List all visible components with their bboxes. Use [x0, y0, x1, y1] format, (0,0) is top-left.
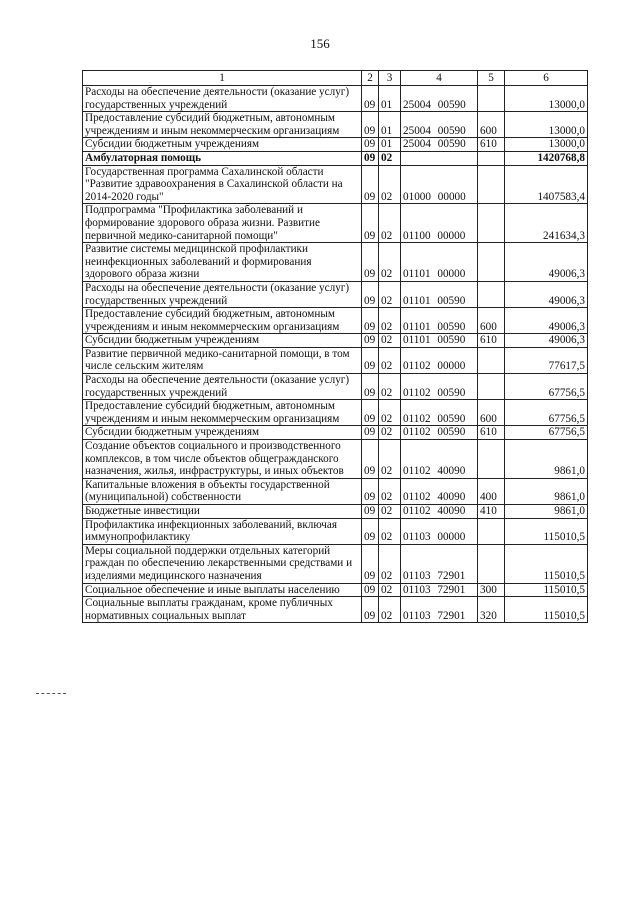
- header-cell-section: 2: [362, 71, 379, 86]
- row-target-article-cell: 01103 72901: [401, 544, 478, 583]
- table-row: [83, 518, 588, 544]
- row-expense-type-cell: [478, 86, 505, 112]
- row-section-cell: 09: [362, 440, 379, 479]
- row-amount-cell: 9861,0: [505, 505, 588, 519]
- row-expense-type-cell: 610: [478, 426, 505, 440]
- table-body: [83, 86, 588, 623]
- row-subsection-cell: 02: [379, 308, 401, 334]
- row-amount-cell: 49006,3: [505, 308, 588, 334]
- row-subsection-cell: 02: [379, 518, 401, 544]
- table-row: [83, 151, 588, 165]
- row-target-article-cell: 01102 00590: [401, 400, 478, 426]
- row-subsection-cell: 02: [379, 204, 401, 243]
- row-expense-type-cell: [478, 281, 505, 307]
- row-name-cell: Государственная программа Сахалинской области "Развитие здравоохранения в Сахалинской области на 2014-2020 годы": [83, 165, 362, 204]
- row-target-article-cell: 25004 00590: [401, 112, 478, 138]
- table-row: [83, 426, 588, 440]
- row-name-cell: Создание объектов социального и производственного комплексов, в том числе объектов общегражданского назначения, жилья, инфраструктуры, и иных объектов: [83, 440, 362, 479]
- row-subsection-cell: 02: [379, 426, 401, 440]
- header-row: [83, 71, 588, 86]
- row-amount-cell: 1420768,8: [505, 151, 588, 165]
- row-section-cell: 09: [362, 151, 379, 165]
- row-section-cell: 09: [362, 505, 379, 519]
- row-target-article-cell: 01102 00590: [401, 374, 478, 400]
- row-expense-type-cell: 600: [478, 112, 505, 138]
- row-target-article-cell: [401, 151, 478, 165]
- row-name-cell: Расходы на обеспечение деятельности (оказание услуг) государственных учреждений: [83, 374, 362, 400]
- row-target-article-cell: 01102 00590: [401, 426, 478, 440]
- row-expense-type-cell: [478, 151, 505, 165]
- header-cell-amount: 6: [505, 71, 588, 86]
- row-name-cell: Социальное обеспечение и иные выплаты населению: [83, 583, 362, 597]
- row-expense-type-cell: 410: [478, 505, 505, 519]
- row-name-cell: Предоставление субсидий бюджетным, автономным учреждениям и иным некоммерческим организациям: [83, 308, 362, 334]
- row-name-cell: Социальные выплаты гражданам, кроме публичных нормативных социальных выплат: [83, 597, 362, 623]
- row-name-cell: Капитальные вложения в объекты государственной (муниципальной) собственности: [83, 478, 362, 504]
- row-subsection-cell: 02: [379, 505, 401, 519]
- row-expense-type-cell: 610: [478, 138, 505, 152]
- table-row: [83, 281, 588, 307]
- row-expense-type-cell: [478, 440, 505, 479]
- row-subsection-cell: 02: [379, 281, 401, 307]
- row-section-cell: 09: [362, 374, 379, 400]
- row-target-article-cell: 01103 00000: [401, 518, 478, 544]
- row-expense-type-cell: [478, 243, 505, 282]
- row-name-cell: Амбулаторная помощь: [83, 151, 362, 165]
- table-row: [83, 400, 588, 426]
- table-row: [83, 597, 588, 623]
- header-cell-name: 1: [83, 71, 362, 86]
- row-name-cell: Меры социальной поддержки отдельных категорий граждан по обеспечению лекарственными средствами и изделиями медицинского назначения: [83, 544, 362, 583]
- row-expense-type-cell: 600: [478, 400, 505, 426]
- row-subsection-cell: 02: [379, 583, 401, 597]
- row-section-cell: 09: [362, 518, 379, 544]
- row-section-cell: 09: [362, 165, 379, 204]
- row-amount-cell: 115010,5: [505, 583, 588, 597]
- row-target-article-cell: 01102 00000: [401, 347, 478, 373]
- row-target-article-cell: 01101 00590: [401, 334, 478, 348]
- row-target-article-cell: 01102 40090: [401, 505, 478, 519]
- table-row: [83, 478, 588, 504]
- row-expense-type-cell: 610: [478, 334, 505, 348]
- row-section-cell: 09: [362, 347, 379, 373]
- row-subsection-cell: 02: [379, 478, 401, 504]
- row-subsection-cell: 02: [379, 374, 401, 400]
- row-amount-cell: 9861,0: [505, 440, 588, 479]
- table-row: [83, 86, 588, 112]
- table-row: [83, 374, 588, 400]
- row-target-article-cell: 25004 00590: [401, 138, 478, 152]
- row-subsection-cell: 02: [379, 243, 401, 282]
- row-subsection-cell: 02: [379, 334, 401, 348]
- row-subsection-cell: 02: [379, 544, 401, 583]
- row-expense-type-cell: [478, 374, 505, 400]
- row-target-article-cell: 25004 00590: [401, 86, 478, 112]
- row-name-cell: Расходы на обеспечение деятельности (оказание услуг) государственных учреждений: [83, 281, 362, 307]
- table-row: [83, 505, 588, 519]
- row-expense-type-cell: 300: [478, 583, 505, 597]
- header-cell-subsection: 3: [379, 71, 401, 86]
- row-expense-type-cell: 600: [478, 308, 505, 334]
- row-expense-type-cell: 320: [478, 597, 505, 623]
- row-section-cell: 09: [362, 478, 379, 504]
- page-number: 156: [310, 36, 330, 51]
- row-amount-cell: 241634,3: [505, 204, 588, 243]
- row-target-article-cell: 01102 40090: [401, 440, 478, 479]
- row-section-cell: 09: [362, 426, 379, 440]
- table-row: [83, 544, 588, 583]
- row-subsection-cell: 01: [379, 138, 401, 152]
- row-amount-cell: 115010,5: [505, 597, 588, 623]
- row-section-cell: 09: [362, 138, 379, 152]
- row-target-article-cell: 01101 00590: [401, 281, 478, 307]
- row-name-cell: Расходы на обеспечение деятельности (оказание услуг) государственных учреждений: [83, 86, 362, 112]
- row-subsection-cell: 01: [379, 86, 401, 112]
- row-amount-cell: 115010,5: [505, 544, 588, 583]
- row-name-cell: Развитие системы медицинской профилактики неинфекционных заболеваний и формирования здорового образа жизни: [83, 243, 362, 282]
- row-section-cell: 09: [362, 597, 379, 623]
- row-section-cell: 09: [362, 583, 379, 597]
- row-section-cell: 09: [362, 204, 379, 243]
- margin-mark: [36, 693, 66, 694]
- row-expense-type-cell: [478, 518, 505, 544]
- row-name-cell: Профилактика инфекционных заболеваний, включая иммунопрофилактику: [83, 518, 362, 544]
- row-subsection-cell: 02: [379, 440, 401, 479]
- row-name-cell: Субсидии бюджетным учреждениям: [83, 334, 362, 348]
- table-row: [83, 243, 588, 282]
- row-section-cell: 09: [362, 400, 379, 426]
- row-expense-type-cell: 400: [478, 478, 505, 504]
- table-row: [83, 138, 588, 152]
- row-amount-cell: 67756,5: [505, 426, 588, 440]
- table-row: [83, 165, 588, 204]
- table-row: [83, 347, 588, 373]
- row-subsection-cell: 02: [379, 347, 401, 373]
- row-target-article-cell: 01103 72901: [401, 597, 478, 623]
- row-amount-cell: 77617,5: [505, 347, 588, 373]
- row-expense-type-cell: [478, 204, 505, 243]
- table-row: [83, 204, 588, 243]
- row-subsection-cell: 02: [379, 165, 401, 204]
- table-row: [83, 334, 588, 348]
- row-section-cell: 09: [362, 308, 379, 334]
- row-amount-cell: 49006,3: [505, 334, 588, 348]
- row-section-cell: 09: [362, 243, 379, 282]
- row-name-cell: Субсидии бюджетным учреждениям: [83, 138, 362, 152]
- table-row: [83, 583, 588, 597]
- row-expense-type-cell: [478, 165, 505, 204]
- row-name-cell: Предоставление субсидий бюджетным, автономным учреждениям и иным некоммерческим организациям: [83, 112, 362, 138]
- row-target-article-cell: 01101 00590: [401, 308, 478, 334]
- row-target-article-cell: 01102 40090: [401, 478, 478, 504]
- row-amount-cell: 13000,0: [505, 112, 588, 138]
- row-name-cell: Бюджетные инвестиции: [83, 505, 362, 519]
- row-subsection-cell: 02: [379, 151, 401, 165]
- row-section-cell: 09: [362, 334, 379, 348]
- row-target-article-cell: 01101 00000: [401, 243, 478, 282]
- row-target-article-cell: 01103 72901: [401, 583, 478, 597]
- row-amount-cell: 67756,5: [505, 400, 588, 426]
- row-name-cell: Субсидии бюджетным учреждениям: [83, 426, 362, 440]
- row-amount-cell: 49006,3: [505, 281, 588, 307]
- row-amount-cell: 9861,0: [505, 478, 588, 504]
- row-section-cell: 09: [362, 281, 379, 307]
- row-section-cell: 09: [362, 86, 379, 112]
- row-target-article-cell: 01100 00000: [401, 204, 478, 243]
- row-amount-cell: 1407583,4: [505, 165, 588, 204]
- row-subsection-cell: 02: [379, 597, 401, 623]
- row-section-cell: 09: [362, 544, 379, 583]
- table-row: [83, 440, 588, 479]
- row-subsection-cell: 02: [379, 400, 401, 426]
- row-expense-type-cell: [478, 347, 505, 373]
- header-cell-target-article: 4: [401, 71, 478, 86]
- row-amount-cell: 13000,0: [505, 138, 588, 152]
- row-name-cell: Подпрограмма "Профилактика заболеваний и формирование здорового образа жизни. Развитие первичной медико-санитарной помощи": [83, 204, 362, 243]
- header-cell-expense-type: 5: [478, 71, 505, 86]
- row-amount-cell: 67756,5: [505, 374, 588, 400]
- row-name-cell: Предоставление субсидий бюджетным, автономным учреждениям и иным некоммерческим организациям: [83, 400, 362, 426]
- row-amount-cell: 49006,3: [505, 243, 588, 282]
- row-subsection-cell: 01: [379, 112, 401, 138]
- table-row: [83, 112, 588, 138]
- row-amount-cell: 13000,0: [505, 86, 588, 112]
- table-row: [83, 308, 588, 334]
- row-amount-cell: 115010,5: [505, 518, 588, 544]
- budget-table: [82, 70, 588, 623]
- row-expense-type-cell: [478, 544, 505, 583]
- row-section-cell: 09: [362, 112, 379, 138]
- row-name-cell: Развитие первичной медико-санитарной помощи, в том числе сельским жителям: [83, 347, 362, 373]
- row-target-article-cell: 01000 00000: [401, 165, 478, 204]
